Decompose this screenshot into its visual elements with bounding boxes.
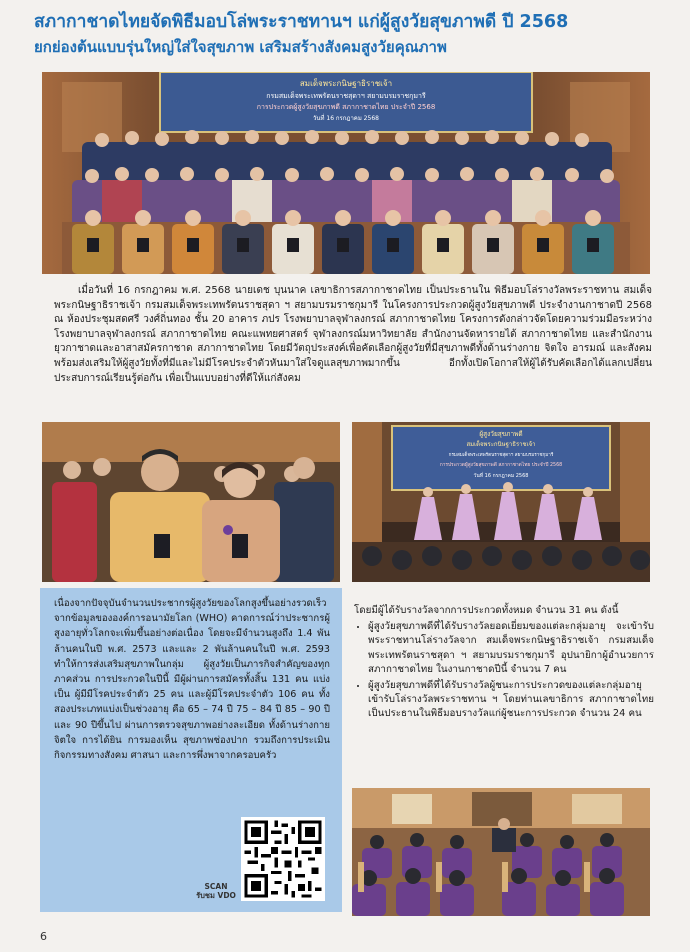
group-banner-line3: การประกวดผู้สูงวัยสุขภาพดี สภากาชาดไทย ประจำปี 2568 (256, 103, 436, 111)
qr-code-icon (241, 817, 325, 901)
group-banner-date: วันที่ 16 กรกฎาคม 2568 (313, 115, 379, 122)
scan-label-line2: รับชม VDO (196, 891, 236, 900)
page-title: สภากาชาดไทยจัดพิธีมอบโล่พระราชทานฯ แก่ผู้สูงวัยสุขภาพดี ปี 2568 (34, 12, 569, 32)
stage-banner-date: วันที่ 16 กรกฎาคม 2568 (473, 473, 529, 479)
page-number: 6 (40, 930, 47, 943)
awards-lead: โดยมีผู้ได้รับรางวัลจากการประกวดทั้งหมด จำนวน 31 คน ดังนี้ (354, 605, 619, 616)
group-photo (42, 72, 650, 274)
awards-section (354, 604, 654, 724)
stage-banner-line1: ผู้สูงวัยสุขภาพดี (479, 430, 523, 438)
ceremony-photo (352, 788, 650, 916)
awards-item-best: • ผู้สูงวัยสุขภาพดีที่ได้รับรางวัลยอดเยี่ยมของแต่ละกลุ่มอายุ จะเข้ารับพระราชทานโล่รางวัลจาก สมเด็จพระกนิษฐาธิราชเจ้า กรมสมเด็จพระเทพรัตนราชสุดา ฯ สยามบรมราชกุมารี อุปนายิกาผู้อำนวยการสภากาชาดไทย ในงานกาชาดปีนี้ จำนวน 7 คน (368, 620, 654, 677)
group-banner-line1: สมเด็จพระกนิษฐาธิราชเจ้า (299, 79, 393, 88)
award-couple-photo (42, 422, 340, 582)
page-subtitle: ยกย่องต้นแบบรุ่นใหญ่ใส่ใจสุขภาพ เสริมสร้างสังคมสูงวัยคุณภาพ (34, 38, 447, 56)
intro-paragraph (54, 284, 652, 386)
stage-banner-line2: สมเด็จพระกนิษฐาธิราชเจ้า (466, 441, 536, 448)
qr-code[interactable] (241, 817, 325, 901)
scan-label (196, 882, 236, 900)
stage-performance-photo (352, 422, 650, 582)
awards-list (354, 620, 654, 721)
scan-label-line1: SCAN (204, 882, 228, 891)
awards-item-winners: • ผู้สูงวัยสุขภาพดีที่ได้รับรางวัลผู้ชนะการประกวดของแต่ละกลุ่มอายุ เข้ารับโล่รางวัลพระราชทาน ฯ โดยท่านเลขาธิการ สภากาชาดไทย เป็นประธานในพิธีมอบรางวัลแก่ผู้ชนะการประกวด จำนวน 24 คน (368, 679, 654, 722)
intro-text: เมื่อวันที่ 16 กรกฎาคม พ.ศ. 2568 นายเดช บุนนาค เลขาธิการสภากาชาดไทย เป็นประธานใน พิธีมอบโล่รางวัลพระราชทาน สมเด็จพระกนิษฐาธิราชเจ้า กรมสมเด็จพระเทพรัตนราชสุดา ฯ สยามบรมราชกุมารี ในโครงการประกวดผู้สูงวัยสุขภาพดี ประจำงานกาชาดปี 2568 ณ ห้องประชุมสดศรี วงศ์ถิ่นทอง ชั้น 20 อาคาร ภปร โรงพยาบาลจุฬาลงกรณ์ สภากาชาดไทย โครงการดังกล่าวจัดโดยความร่วมมือระหว่าง โรงพยาบาลจุฬาลงกรณ์ สภากาชาดไทย คณะแพทยศาสตร์ จุฬาลงกรณ์มหาวิทยาลัย สำนักงานจัดหารายได้ สภากาชาดไทย และสำนักงานยุวกาชาดและอาสาสมัครกาชาด สภากาชาดไทย โดยมีวัตถุประสงค์เพื่อคัดเลือกผู้สูงวัยที่มีสุขภาพดีทั้งด้านร่างกาย จิตใจ อารมณ์ และสังคม พร้อมส่งเสริมให้ผู้สูงวัยทั้งที่มีและไม่มีโรคประจำตัวหันมาใส่ใจดูแลสุขภาพมากขึ้น อีกทั้งเปิดโอกาสให้ผู้ได้รับคัดเลือกได้แลกเปลี่ยนประสบการณ์เรียนรู้ต่อกัน เพื่อเป็นแบบอย่างที่ดีให้แก่สังคม (54, 285, 652, 384)
info-box-text: เนื่องจากปัจจุบันจำนวนประชากรผู้สูงวัยของโลกสูงขึ้นอย่างรวดเร็ว จากข้อมูลขององค์การอนามัยโลก (WHO) คาดการณ์ว่าประชากรผู้สูงอายุทั่วโลกจะเพิ่มขึ้นอย่างต่อเนื่อง โดยจะมีจำนวนสูงถึง 1.4 พันล้านคนในปี พ.ศ. 2573 และและ 2 พันล้านคนในปี พ.ศ. 2593 ทำให้การส่งเสริมสุขภาพในกลุ่ม ผู้สูงวัยเป็นภารกิจสำคัญของทุกภาคส่วน การประกวดในปีนี้ มีผู้ผ่านการสมัครทั้งสิ้น 131 คน แบ่งเป็น ผู้มีมีโรคประจำตัว 25 คน และผู้มีโรคประจำตัว 106 คน ทั้งสองประเภทแบ่งเป็นช่วงอายุ คือ 65 – 74 ปี 75 – 84 ปี 85 – 90 ปี และ 90 ปีขึ้นไป ผ่านการตรวจสุขภาพอย่างละเอียด ทั้งด้านร่างกาย จิตใจ การได้ยิน การมองเห็น สุขภาพช่องปาก รวมถึงการประเมินกิจกรรมทางสังคม ศาสนา และการพึ่งพาจากครอบครัว (54, 598, 330, 762)
stage-banner-line4: การประกวดผู้สูงวัยสุขภาพดี สภากาชาดไทย ประจำปี 2568 (439, 463, 563, 468)
group-banner-line2: กรมสมเด็จพระเทพรัตนราชสุดาฯ สยามบรมราชกุมารี (266, 92, 426, 100)
stage-banner-line3: กรมสมเด็จพระเทพรัตนราชสุดาฯ สยามบรมราชกุมารี (448, 453, 554, 458)
